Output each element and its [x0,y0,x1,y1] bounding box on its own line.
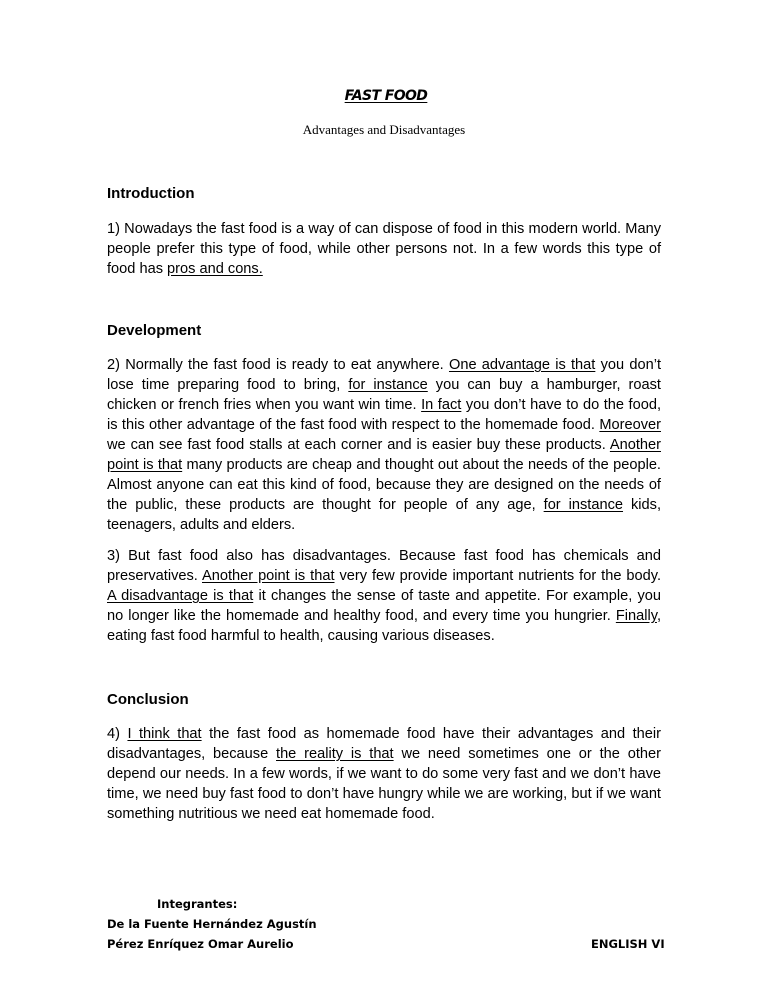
document-title: FAST FOOD [344,88,428,104]
text-run: you don’t have to do the food, is this other advantage of the fast food with respect to the homemade food. [107,397,662,433]
text-run: the fast food as homemade food have their advantages and their disadvantages, because [107,726,661,762]
underlined-phrase: the reality is that [276,746,394,762]
development-paragraph-2 [107,355,661,535]
footer-member-2: Pérez Enríquez Omar Aurelio [107,937,294,951]
underlined-phrase: Another point is that [107,437,661,473]
underlined-phrase: for instance [348,377,428,393]
underlined-phrase: I think that [127,726,202,742]
footer-label: Integrantes: [157,897,238,911]
footer-course: ENGLISH VI [591,937,665,951]
text-run: 3) But fast food also has disadvantages. Because fast food has chemicals and preservatives. [107,548,661,584]
text-run: , eating fast food harmful to health, causing various diseases. [107,608,661,644]
underlined-phrase: In fact [421,397,462,413]
underlined-phrase: Moreover [599,417,661,433]
document-subtitle: Advantages and Disadvantages [302,122,466,137]
conclusion-heading: Conclusion [107,691,189,708]
development-heading: Development [107,322,202,339]
underlined-phrase: A disadvantage is that [107,588,254,604]
introduction-heading: Introduction [107,185,195,202]
text-run: very few provide important nutrients for the body. [334,568,662,584]
introduction-paragraph [107,219,661,279]
footer-member-1: De la Fuente Hernández Agustín [107,917,317,931]
text-run: 4) [107,726,128,742]
underlined-phrase: for instance [543,497,624,513]
text-run: many products are cheap and thought out about the needs of the people. Almost anyone can eat this kind of food, because they are designed on the needs of the public, these products are thought for people of any age, [107,457,661,513]
text-run: kids, teenagers, adults and elders. [107,497,661,533]
underlined-phrase: Finally [615,608,657,624]
conclusion-paragraph [107,724,661,824]
underlined-phrase: One advantage is that [448,357,596,373]
development-paragraph-3 [107,546,661,646]
text-run: we can see fast food stalls at each corner and is easier buy these products. [107,437,610,453]
text-run: we need sometimes one or the other depend our needs. In a few words, if we want to do some very fast and we don’t have time, we need buy fast food to don’t have hungry while we are working, but if we want something nutritious we need eat homemade food. [107,746,661,822]
underlined-phrase: pros and cons. [167,261,263,277]
text-run: it changes the sense of taste and appetite. For example, you no longer like the homemade and healthy food, and every time you hungrier. [107,588,661,624]
text-run: 2) Normally the fast food is ready to eat anywhere. [107,357,449,373]
underlined-phrase: Another point is that [202,568,335,584]
text-run: 1) Nowadays the fast food is a way of can dispose of food in this modern world. Many people prefer this type of food, while other persons not. In a few words this type of food has [107,221,661,277]
text-run: you don’t lose time preparing food to bring, [107,357,661,393]
text-run: you can buy a hamburger, roast chicken or french fries when you want win time. [107,377,661,413]
